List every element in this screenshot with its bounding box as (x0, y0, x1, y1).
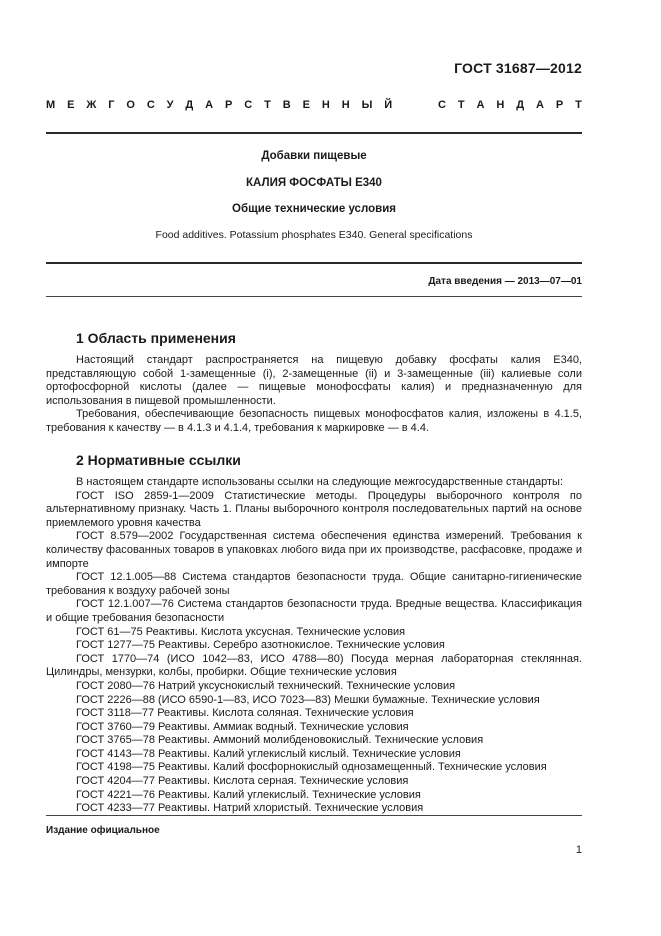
reference-item: ГОСТ 3118—77 Реактивы. Кислота соляная. Технические условия (76, 707, 414, 720)
reference-item: ГОСТ 4143—78 Реактивы. Калий углекислый кислый. Технические условия (76, 747, 461, 760)
reference-item: ГОСТ 61—75 Реактивы. Кислота уксусная. Технические условия (76, 625, 406, 638)
title-bottom-rule (46, 262, 582, 264)
standard-heading-letter: У (166, 99, 174, 111)
title-category: Добавки пищевые (261, 150, 367, 162)
header-rule (46, 132, 582, 134)
reference-item: ГОСТ ISO 2859-1—2009 Статистические методы. Процедуры выборочного контроля по альтернативному признаку. Часть 1. Планы выборочного контроля последовательных партий на основе приемлемого уровня качества (46, 489, 582, 529)
section-1-paragraph-1: Настоящий стандарт распространяется на пищевую добавку фосфаты калия Е340, представляющую собой 1-замещенные (i), 2-замещенные (ii) и 3-замещенные (iii) калиевые соли ортофосфорной кислоты (далее — пищевые монофосфаты калия) и предназначенную для использования в пищевой промышленности. (46, 354, 582, 407)
reference-item: ГОСТ 2080—76 Натрий уксуснокислый технический. Технические условия (76, 679, 456, 692)
reference-item: ГОСТ 4198—75 Реактивы. Калий фосфорнокислый однозамещенный. Технические условия (76, 761, 547, 774)
reference-item: ГОСТ 3760—79 Реактивы. Аммиак водный. Технические условия (76, 720, 409, 733)
title-english: Food additives. Potassium phosphates E340. General specifications (155, 229, 473, 241)
reference-item: ГОСТ 3765—78 Реактивы. Аммоний молибденовокислый. Технические условия (76, 734, 484, 747)
standard-heading-letter: А (205, 99, 214, 111)
section-1-heading: 1 Область применения (76, 330, 236, 346)
date-rule (46, 296, 582, 297)
section-2-heading: 2 Нормативные ссылки (76, 452, 241, 468)
standard-heading-letter: Ж (86, 99, 97, 111)
title-subtitle: Общие технические условия (232, 203, 396, 215)
title-main: КАЛИЯ ФОСФАТЫ Е340 (246, 177, 382, 189)
standard-heading-letter: Н (496, 99, 505, 111)
reference-item: ГОСТ 12.1.007—76 Система стандартов безопасности труда. Вредные вещества. Классификация и общие требования безопасности (46, 598, 582, 624)
section-1-paragraph-2: Требования, обеспечивающие безопасность пищевых монофосфатов калия, изложены в 4.1.5, требования к качеству — в 4.1.3 и 4.1.4, требования к маркировке — в 4.4. (46, 408, 582, 434)
standard-heading-letter: Т (575, 99, 582, 111)
introduction-date: Дата введения — 2013—07—01 (428, 276, 582, 287)
reference-item: ГОСТ 12.1.005—88 Система стандартов безопасности труда. Общие санитарно-гигиенические требования к воздуху рабочей зоны (46, 571, 582, 597)
reference-item: ГОСТ 4233—77 Реактивы. Натрий хлористый. Технические условия (76, 802, 424, 815)
page-number: 1 (575, 844, 582, 856)
standard-heading-letter: С (244, 99, 253, 111)
section-1-body (46, 354, 582, 436)
normative-references (46, 476, 582, 816)
reference-item: ГОСТ 2226—88 (ИСО 6590-1—83, ИСО 7023—83) Мешки бумажные. Технические условия (76, 693, 540, 706)
standard-heading-letter: Р (225, 99, 233, 111)
standard-heading-letter: С (146, 99, 155, 111)
standard-heading-letter: Е (67, 99, 75, 111)
standard-heading-letter: Н (321, 99, 330, 111)
standard-heading-letter: Н (341, 99, 350, 111)
official-edition-label: Издание официальное (46, 825, 160, 836)
standard-heading-letter: Д (516, 99, 525, 111)
reference-item: ГОСТ 4204—77 Реактивы. Кислота серная. Технические условия (76, 775, 409, 788)
word-gap (404, 99, 426, 111)
standard-heading-letter: В (282, 99, 291, 111)
standard-heading-letter: Г (108, 99, 115, 111)
footer-rule (46, 815, 582, 816)
standard-heading-letter: А (535, 99, 544, 111)
reference-item: ГОСТ 1770—74 (ИСО 1042—83, ИСО 4788—80) Посуда мерная лабораторная стеклянная. Цилиндры, мензурки, колбы, пробирки. Общие технические условия (46, 652, 582, 679)
standard-heading-letter: Ы (361, 99, 373, 111)
reference-item: ГОСТ 1277—75 Реактивы. Серебро азотнокислое. Технические условия (76, 639, 445, 652)
references-intro: В настоящем стандарте использованы ссылки на следующие межгосударственные стандарты: (76, 476, 564, 488)
standard-heading-letter: Т (457, 99, 465, 111)
standard-heading-letter: Р (555, 99, 564, 111)
document-number: ГОСТ 31687—2012 (454, 60, 582, 76)
standard-type-heading (46, 99, 582, 111)
standard-heading-letter: Т (264, 99, 271, 111)
reference-item: ГОСТ 4221—76 Реактивы. Калий углекислый. Технические условия (76, 788, 421, 801)
standard-heading-letter: Е (302, 99, 310, 111)
standard-heading-letter: Д (185, 99, 194, 111)
standard-heading-letter: О (126, 99, 135, 111)
reference-item: ГОСТ 8.579—2002 Государственная система обеспечения единства измерений. Требования к количеству фасованных товаров в упаковках любого вида при их производстве, расфасовке, продаже и импорте (46, 530, 582, 570)
standard-heading-letter: С (438, 99, 446, 111)
standard-heading-letter: М (46, 99, 56, 111)
standard-heading-letter: Й (384, 99, 393, 111)
standard-heading-letter: А (476, 99, 485, 111)
